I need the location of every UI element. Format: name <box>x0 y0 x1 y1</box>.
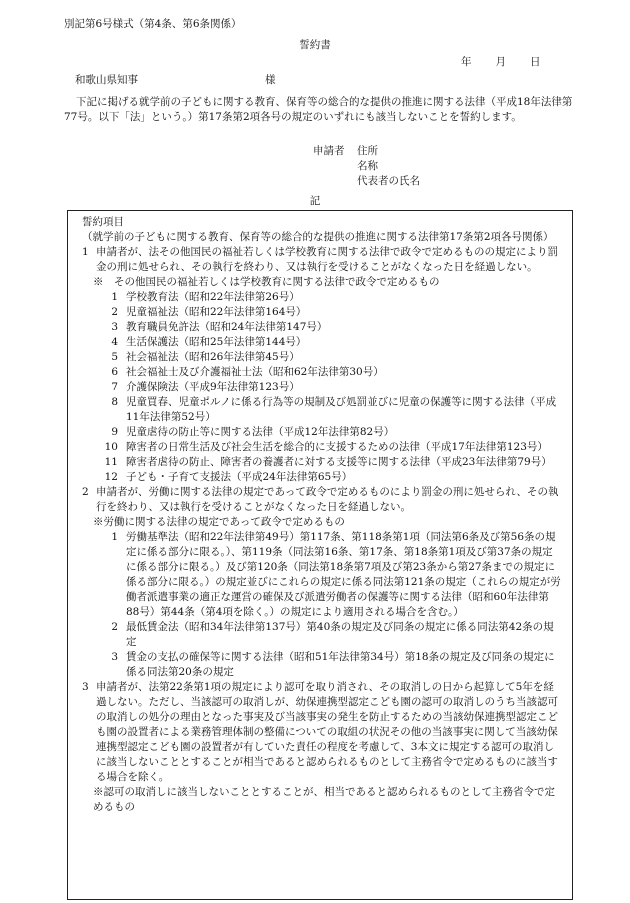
date-year: 年 <box>461 56 472 68</box>
law-list-item <box>82 620 562 650</box>
law-text: 介護保険法（平成9年法律第123号） <box>126 381 300 393</box>
law-number: 4 <box>111 336 118 348</box>
law-text: 労働基準法（昭和22年法律第49号）第117条、第118条第1項（同法第6条及び第56条の規定に係る部分に限る。）、第119条（同法第16条、第17条、第18条第1項及び第37条の規定に係る部分に限る。）及び第120条（同法第18条第7項及び第23条から第27条までの規定に係る部分に限る。）の規定並びにこれらの規定に係る同法第121条の規定（これらの規定が労働者派遣事業の適正な運営の確保及び派遣労働者の保護等に関する法律（昭和60年法律第88号）第44条（第4項を除く。）の規定により適用される場合を含む。） <box>126 531 561 618</box>
law-text: 生活保護法（昭和25年法律第144号） <box>126 336 307 348</box>
item1-law-list <box>82 290 562 485</box>
ki-heading: 記 <box>309 195 321 207</box>
law-list-item <box>82 305 562 320</box>
applicant-block <box>313 144 420 189</box>
law-list-item <box>82 440 562 455</box>
item-number: 3 <box>82 681 89 693</box>
law-number: 8 <box>111 396 118 408</box>
law-text: 最低賃金法（昭和34年法律第137号）第40条の規定及び同条の規定に係る同法第42条の規定 <box>126 621 554 648</box>
item3-note: ※認可の取消しに該当しないこととすることが、相当であると認められるものとして主務省令で定めるもの <box>93 786 555 813</box>
law-number: 5 <box>111 351 118 363</box>
law-number: 2 <box>111 621 118 633</box>
law-list-item <box>82 365 562 380</box>
law-list-item <box>82 380 562 395</box>
law-text: 児童虐待の防止等に関する法律（平成12年法律第82号） <box>126 426 395 438</box>
law-number: 2 <box>111 306 118 318</box>
law-number: 1 <box>111 531 118 543</box>
law-text: 賃金の支払の確保等に関する法律（昭和51年法律第34号）第18条の規定及び同条の規定に係る同法第20条の規定 <box>126 651 555 678</box>
item-text: 申請者が、法その他国民の福祉若しくは学校教育に関する法律で政令で定めるものの規定により罰金の刑に処せられ、その執行を終わり、又は執行を受けることがなくなった日を経過しない。 <box>96 246 558 273</box>
law-number: 1 <box>111 291 118 303</box>
applicant-label: 申請者 <box>313 145 345 157</box>
law-number: 9 <box>111 426 118 438</box>
item-number: 2 <box>82 486 89 498</box>
date-day: 日 <box>530 56 541 68</box>
addressee <box>75 73 276 88</box>
item2-note: ※労働に関する法律の規定であって政令で定めるもの <box>93 516 345 528</box>
oath-item-1 <box>82 245 562 275</box>
law-number: 12 <box>104 471 118 483</box>
date-line <box>461 55 565 70</box>
applicant-address-label: 住所 <box>357 145 378 157</box>
oath-item-2 <box>82 485 562 515</box>
oath-subheading: （就学前の子どもに関する教育、保育等の総合的な提供の推進に関する法律第17条第2項各号関係） <box>82 231 554 243</box>
law-list-item <box>82 350 562 365</box>
law-list-item <box>82 335 562 350</box>
law-list-item <box>82 470 562 485</box>
applicant-representative-label: 代表者の氏名 <box>357 175 420 187</box>
law-number: 3 <box>111 321 118 333</box>
law-number: 6 <box>111 366 118 378</box>
form-label: 別記第6号様式（第4条、第6条関係） <box>64 18 242 30</box>
document-title: 誓約書 <box>299 39 331 51</box>
item1-note: ※ その他国民の福祉若しくは学校教育に関する法律で政令で定めるもの <box>93 276 440 288</box>
addressee-honorific: 様 <box>265 74 276 86</box>
oath-heading: 誓約項目 <box>82 216 124 228</box>
law-number: 10 <box>104 441 118 453</box>
item-text: 申請者が、法第22条第1項の規定により認可を取り消され、その取消しの日から起算して5年を経過しない。ただし、当該認可の取消しが、幼保連携型認定こども園の認可の取消しのうち当該認可の取消しの処分の理由となった事実及び当該事実の発生を防止するための当該幼保連携型認定こども園の設置者による業務管理体制の整備についての取組の状況その他の当該事実に関して当該幼保連携型認定こども園の設置者が有していた責任の程度を考慮して、3本文に規定する認可の取消しに該当しないこととすることが相当であると認められるものとして主務省令で定めるものに該当する場合を除く。 <box>96 681 558 783</box>
law-number: 11 <box>104 456 118 468</box>
item2-law-list <box>82 530 562 680</box>
law-list-item <box>82 650 562 680</box>
item-number: 1 <box>82 246 89 258</box>
law-text: 子ども・子育て支援法（平成24年法律第65号） <box>126 471 353 483</box>
law-text: 学校教育法（昭和22年法律第26号） <box>126 291 300 303</box>
law-number: 3 <box>111 651 118 663</box>
addressee-name: 和歌山県知事 <box>75 74 138 86</box>
law-list-item <box>82 455 562 470</box>
item-text: 申請者が、労働に関する法律の規定であって政令で定めるものにより罰金の刑に処せられ、その執行を終わり、又は執行を受けることがなくなった日を経過しない。 <box>96 486 559 513</box>
law-text: 教育職員免許法（昭和24年法律第147号） <box>126 321 328 333</box>
law-text: 社会福祉士及び介護福祉士法（昭和62年法律第30号） <box>126 366 384 378</box>
law-list-item <box>82 530 562 620</box>
law-text: 障害者の日常生活及び社会生活を総合的に支援するための法律（平成17年法律第123号） <box>126 441 548 453</box>
law-list-item <box>82 290 562 305</box>
law-list-item <box>82 425 562 440</box>
intro-paragraph: 下記に掲げる就学前の子どもに関する教育、保育等の総合的な提供の推進に関する法律（平成18年法律第77号。以下「法」という。）第17条第2項各号の規定のいずれにも該当しないことを誓約します。 <box>64 96 573 123</box>
law-text: 児童福祉法（昭和22年法律第164号） <box>126 306 307 318</box>
law-list-item <box>82 395 562 425</box>
oath-item-3 <box>82 680 562 785</box>
law-text: 社会福祉法（昭和26年法律第45号） <box>126 351 300 363</box>
date-month: 月 <box>495 56 506 68</box>
law-text: 児童買春、児童ポルノに係る行為等の規制及び処罰並びに児童の保護等に関する法律（平成11年法律第52号） <box>126 396 557 423</box>
oath-items-box <box>67 210 573 900</box>
law-list-item <box>82 320 562 335</box>
law-text: 障害者虐待の防止、障害者の養護者に対する支援等に関する法律（平成23年法律第79号） <box>126 456 552 468</box>
applicant-name-label: 名称 <box>357 160 378 172</box>
law-number: 7 <box>111 381 118 393</box>
